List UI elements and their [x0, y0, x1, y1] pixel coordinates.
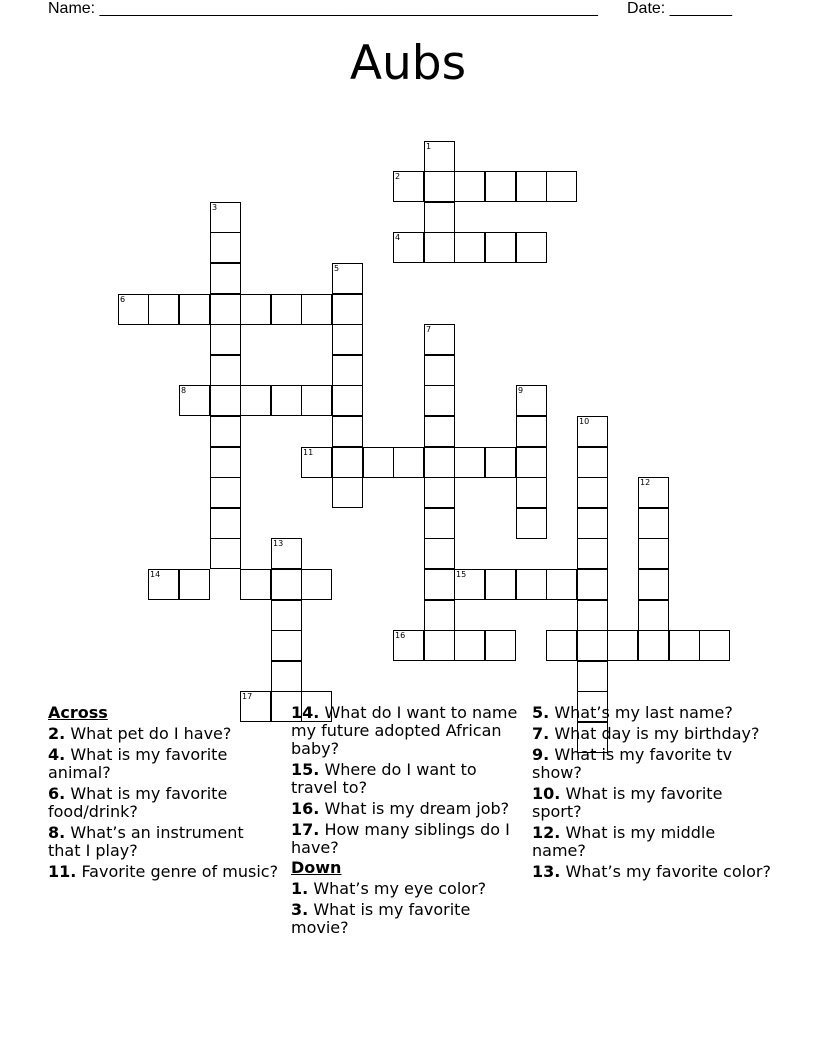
crossword-cell[interactable]	[546, 630, 577, 661]
crossword-cell[interactable]	[271, 600, 302, 631]
crossword-cell[interactable]	[424, 171, 455, 202]
clue-across-4: 4. What is my favorite animal?	[48, 745, 228, 782]
clue-across-6: 6. What is my favorite food/drink?	[48, 784, 228, 821]
crossword-cell[interactable]	[118, 294, 149, 325]
clue-number: 7	[426, 325, 432, 334]
down-heading: Down	[291, 858, 342, 877]
crossword-cell[interactable]	[210, 355, 241, 386]
crossword-cell[interactable]	[577, 508, 608, 539]
crossword-cell[interactable]	[424, 508, 455, 539]
crossword-cell[interactable]	[148, 294, 179, 325]
crossword-cell[interactable]	[424, 569, 455, 600]
crossword-cell[interactable]	[210, 385, 241, 416]
crossword-cell[interactable]	[638, 508, 669, 539]
crossword-cell[interactable]	[699, 630, 730, 661]
clue-across-14: 14. What do I want to name my future adopted African baby?	[291, 703, 518, 758]
crossword-cell[interactable]	[210, 538, 241, 569]
clue-down-1: 1. What’s my eye color?	[291, 879, 487, 898]
clue-across-11: 11. Favorite genre of music?	[48, 862, 279, 881]
clue-down-13: 13. What’s my favorite color?	[532, 862, 771, 881]
crossword-cell[interactable]	[577, 538, 608, 569]
clue-number: 10	[579, 417, 590, 426]
crossword-cell[interactable]	[424, 202, 455, 233]
crossword-cell[interactable]	[210, 232, 241, 263]
clue-number: 11	[303, 448, 314, 457]
crossword-cell[interactable]	[332, 324, 363, 355]
clue-number: 13	[273, 539, 284, 548]
crossword-cell[interactable]	[516, 477, 547, 508]
crossword-cell[interactable]	[424, 355, 455, 386]
crossword-cell[interactable]	[516, 171, 547, 202]
crossword-cell[interactable]	[210, 324, 241, 355]
clue-number: 17	[242, 692, 253, 701]
crossword-cell[interactable]	[240, 294, 271, 325]
crossword-cell[interactable]	[179, 569, 210, 600]
crossword-cell[interactable]	[210, 416, 241, 447]
clue-number: 1	[426, 142, 432, 151]
clue-down-12: 12. What is my middle name?	[532, 823, 716, 860]
crossword-cell[interactable]	[577, 416, 608, 447]
crossword-cell[interactable]	[577, 661, 608, 692]
crossword-cell[interactable]	[271, 661, 302, 692]
crossword-cell[interactable]	[669, 630, 700, 661]
date-field-label: Date: _______	[627, 0, 732, 17]
crossword-cell[interactable]	[546, 569, 577, 600]
clue-number: 15	[456, 570, 467, 579]
crossword-cell[interactable]	[424, 630, 455, 661]
clue-number: 12	[640, 478, 651, 487]
crossword-cell[interactable]	[332, 416, 363, 447]
clue-number: 5	[334, 264, 340, 273]
crossword-cell[interactable]	[546, 171, 577, 202]
crossword-cell[interactable]	[454, 630, 485, 661]
clue-down-7: 7. What day is my birthday?	[532, 724, 760, 743]
crossword-cell[interactable]	[424, 600, 455, 631]
clue-number: 4	[395, 233, 401, 242]
crossword-cell[interactable]	[301, 569, 332, 600]
crossword-cell[interactable]	[301, 385, 332, 416]
crossword-cell[interactable]	[271, 538, 302, 569]
crossword-cell[interactable]	[424, 477, 455, 508]
crossword-cell[interactable]	[516, 569, 547, 600]
crossword-cell[interactable]	[424, 232, 455, 263]
crossword-cell[interactable]	[332, 447, 363, 478]
crossword-cell[interactable]	[363, 447, 394, 478]
clue-down-3: 3. What is my favorite movie?	[291, 900, 471, 937]
crossword-cell[interactable]	[516, 416, 547, 447]
crossword-cell[interactable]	[454, 569, 485, 600]
crossword-cell[interactable]	[485, 569, 516, 600]
name-field-label: Name: ________________________________________________________	[48, 0, 598, 17]
clue-across-16: 16. What is my dream job?	[291, 799, 510, 818]
clues-column-3	[532, 702, 772, 881]
crossword-cell[interactable]	[332, 477, 363, 508]
puzzle-title: Aubs	[349, 36, 467, 91]
crossword-cell[interactable]	[210, 447, 241, 478]
crossword-cell[interactable]	[516, 385, 547, 416]
crossword-cell[interactable]	[607, 630, 638, 661]
crossword-cell[interactable]	[577, 630, 608, 661]
clues-column-2	[291, 702, 527, 937]
crossword-cell[interactable]	[332, 263, 363, 294]
crossword-cell[interactable]	[393, 232, 424, 263]
crossword-cell[interactable]	[393, 171, 424, 202]
crossword-cell[interactable]	[271, 385, 302, 416]
crossword-cell[interactable]	[638, 477, 669, 508]
crossword-cell[interactable]	[577, 477, 608, 508]
clue-number: 9	[518, 386, 524, 395]
crossword-cell[interactable]	[577, 600, 608, 631]
crossword-cell[interactable]	[424, 324, 455, 355]
crossword-cell[interactable]	[424, 416, 455, 447]
crossword-cell[interactable]	[332, 294, 363, 325]
crossword-cell[interactable]	[454, 232, 485, 263]
crossword-cell[interactable]	[424, 538, 455, 569]
crossword-cell[interactable]	[271, 569, 302, 600]
clue-number: 16	[395, 631, 406, 640]
crossword-cell[interactable]	[485, 447, 516, 478]
crossword-cell[interactable]	[179, 385, 210, 416]
clue-across-17: 17. How many siblings do I have?	[291, 820, 510, 857]
crossword-cell[interactable]	[332, 385, 363, 416]
crossword-cell[interactable]	[454, 447, 485, 478]
crossword-cell[interactable]	[454, 171, 485, 202]
clue-number: 6	[120, 295, 126, 304]
crossword-cell[interactable]	[577, 569, 608, 600]
crossword-cell[interactable]	[424, 447, 455, 478]
clue-number: 14	[150, 570, 161, 579]
clue-across-8: 8. What’s an instrument that I play?	[48, 823, 244, 860]
crossword-cell[interactable]	[210, 508, 241, 539]
clue-number: 3	[212, 203, 218, 212]
clue-across-15: 15. Where do I want to travel to?	[291, 760, 477, 797]
crossword-cell[interactable]	[516, 447, 547, 478]
crossword-cell[interactable]	[424, 141, 455, 172]
crossword-cell[interactable]	[332, 355, 363, 386]
crossword-cell[interactable]	[210, 263, 241, 294]
crossword-cell[interactable]	[393, 447, 424, 478]
crossword-cell[interactable]	[516, 232, 547, 263]
crossword-cell[interactable]	[148, 569, 179, 600]
clue-down-5: 5. What’s my last name?	[532, 703, 733, 722]
clue-number: 8	[181, 386, 187, 395]
clues-column-1	[48, 702, 280, 881]
crossword-cell[interactable]	[638, 630, 669, 661]
clue-down-10: 10. What is my favorite sport?	[532, 784, 723, 821]
crossword-cell[interactable]	[485, 171, 516, 202]
crossword-cell[interactable]	[638, 569, 669, 600]
crossword-cell[interactable]	[210, 202, 241, 233]
clue-across-2: 2. What pet do I have?	[48, 724, 232, 743]
crossword-cell[interactable]	[638, 538, 669, 569]
crossword-cell[interactable]	[301, 294, 332, 325]
crossword-cell[interactable]	[240, 569, 271, 600]
clue-number: 2	[395, 172, 401, 181]
crossword-cell[interactable]	[271, 630, 302, 661]
crossword-cell[interactable]	[424, 385, 455, 416]
crossword-cell[interactable]	[301, 447, 332, 478]
crossword-cell[interactable]	[179, 294, 210, 325]
crossword-cell[interactable]	[210, 477, 241, 508]
crossword-cell[interactable]	[485, 232, 516, 263]
across-heading: Across	[48, 703, 108, 722]
crossword-cell[interactable]	[485, 630, 516, 661]
crossword-cell[interactable]	[577, 447, 608, 478]
crossword-cell[interactable]	[516, 508, 547, 539]
crossword-cell[interactable]	[393, 630, 424, 661]
crossword-cell[interactable]	[638, 600, 669, 631]
crossword-cell[interactable]	[240, 385, 271, 416]
clue-down-9: 9. What is my favorite tv show?	[532, 745, 733, 782]
crossword-cell[interactable]	[210, 294, 241, 325]
crossword-cell[interactable]	[271, 294, 302, 325]
